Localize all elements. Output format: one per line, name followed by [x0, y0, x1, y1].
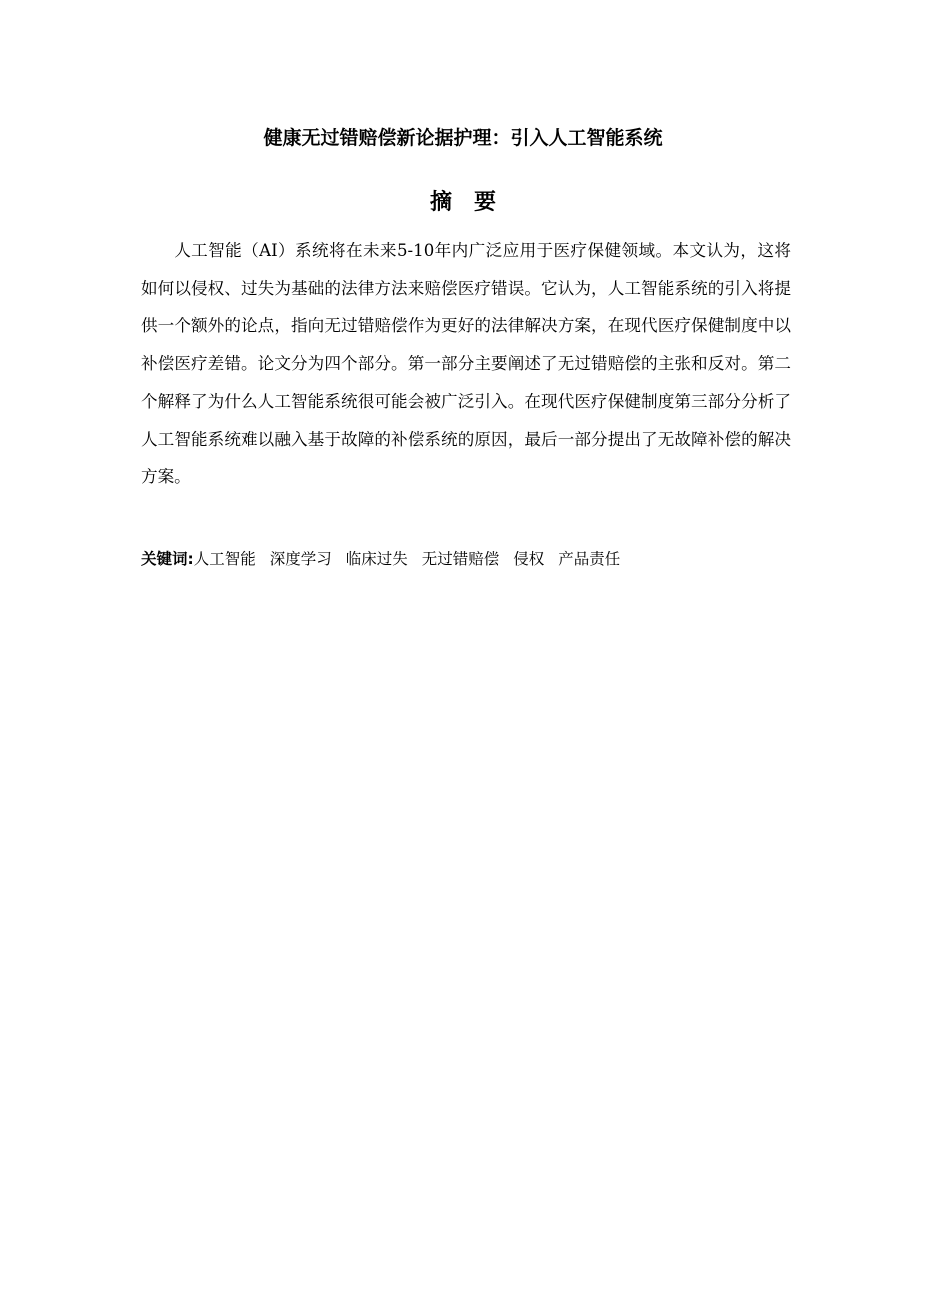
- keyword: 侵权: [513, 550, 545, 568]
- abstract-body: 人工智能（AI）系统将在未来5-10年内广泛应用于医疗保健领域。本文认为，这将如何以侵权、过失为基础的法律方法来赔偿医疗错误。它认为，人工智能系统的引入将提供一个额外的论点，指向无过错赔偿作为更好的法律解决方案，在现代医疗保健制度中以补偿医疗差错。论文分为四个部分。第一部分主要阐述了无过错赔偿的主张和反对。第二个解释了为什么人工智能系统很可能会被广泛引入。在现代医疗保健制度第三部分分析了人工智能系统难以融入基于故障的补偿系统的原因，最后一部分提出了无故障补偿的解决方案。: [141, 241, 791, 487]
- keyword: 临床过失: [345, 550, 408, 568]
- keyword: 人工智能: [193, 550, 256, 568]
- abstract-heading: 摘要: [429, 189, 518, 215]
- keyword: 深度学习: [269, 550, 332, 568]
- document-title: 健康无过错赔偿新论据护理：引入人工智能系统: [263, 127, 663, 149]
- keywords-label: 关键词:: [141, 550, 194, 568]
- keywords-line: [141, 545, 791, 573]
- keyword: 产品责任: [558, 550, 621, 568]
- keyword: 无过错赔偿: [421, 550, 500, 568]
